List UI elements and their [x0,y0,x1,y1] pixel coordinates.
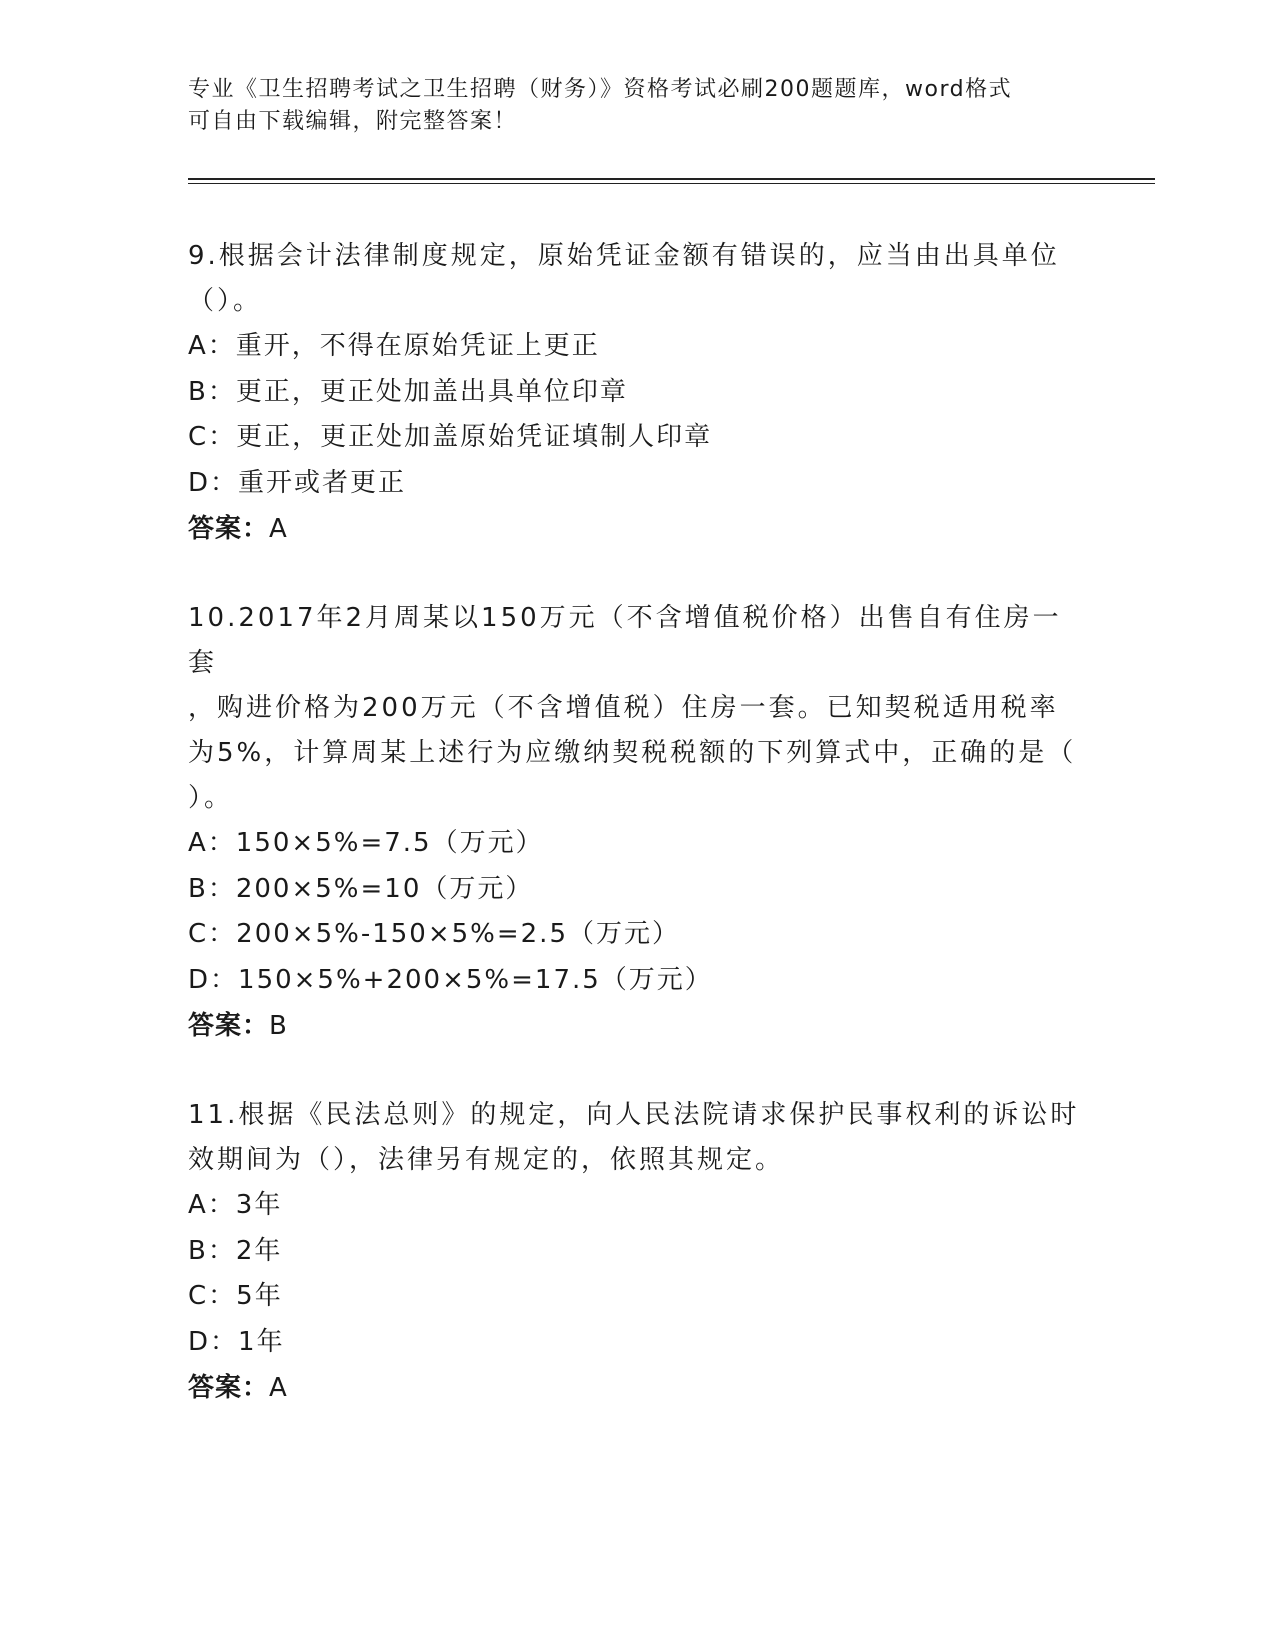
option-d: D：1年 [188,1326,285,1357]
option-c: C：5年 [188,1281,283,1311]
answer-line [188,506,1088,552]
option-c: C：更正，更正处加盖原始凭证填制人印章 [188,422,713,452]
answer-value: A [269,1373,288,1403]
option-b: B：更正，更正处加盖出具单位印章 [188,376,628,407]
question-10 [188,596,1088,1049]
option-d: D：重开或者更正 [188,467,407,498]
option-b: B：2年 [188,1235,283,1266]
answer-label: 答案： [188,1011,270,1041]
document-header [188,74,1068,138]
stem-line: ）。 [188,783,234,813]
option-a: A：3年 [188,1190,283,1220]
question-11 [188,1093,1088,1411]
stem-line: 效期间为（），法律另有规定的，依照其规定。 [188,1145,785,1175]
option-b: B：200×5%=10（万元） [188,873,534,904]
question-stem [188,1093,1088,1183]
stem-line: ，购进价格为200万元（不含增值税）住房一套。已知契税适用税率 [188,693,1059,723]
answer-label: 答案： [188,1373,270,1403]
question-stem [188,234,1088,324]
option-d: D：150×5%+200×5%=17.5（万元） [188,964,713,995]
option-c: C：200×5%-150×5%=2.5（万元） [188,919,680,949]
answer-value: B [269,1011,288,1041]
stem-line: 为5%，计算周某上述行为应缴纳契税税额的下列算式中，正确的是（ [188,738,1077,768]
answer-label: 答案： [188,514,270,544]
stem-line: 10.2017年2月周某以150万元（不含增值税价格）出售自有住房一套 [188,603,1062,678]
option-a: A：重开，不得在原始凭证上更正 [188,331,600,361]
header-line: 可自由下载编辑，附完整答案！ [188,109,518,134]
stem-line: （）。 [188,286,263,316]
answer-value: A [269,514,288,544]
question-list [188,234,1088,1455]
option-a: A：150×5%=7.5（万元） [188,828,544,858]
question-9 [188,234,1088,552]
stem-line: 9.根据会计法律制度规定，原始凭证金额有错误的，应当由出具单位 [188,241,1060,271]
question-stem [188,596,1088,821]
answer-line [188,1365,1088,1411]
header-line: 专业《卫生招聘考试之卫生招聘（财务）》资格考试必刷200题题库，word格式 [188,77,1013,102]
header-divider [188,178,1155,184]
stem-line: 11.根据《民法总则》的规定，向人民法院请求保护民事权利的诉讼时 [188,1100,1080,1130]
answer-line [188,1003,1088,1049]
